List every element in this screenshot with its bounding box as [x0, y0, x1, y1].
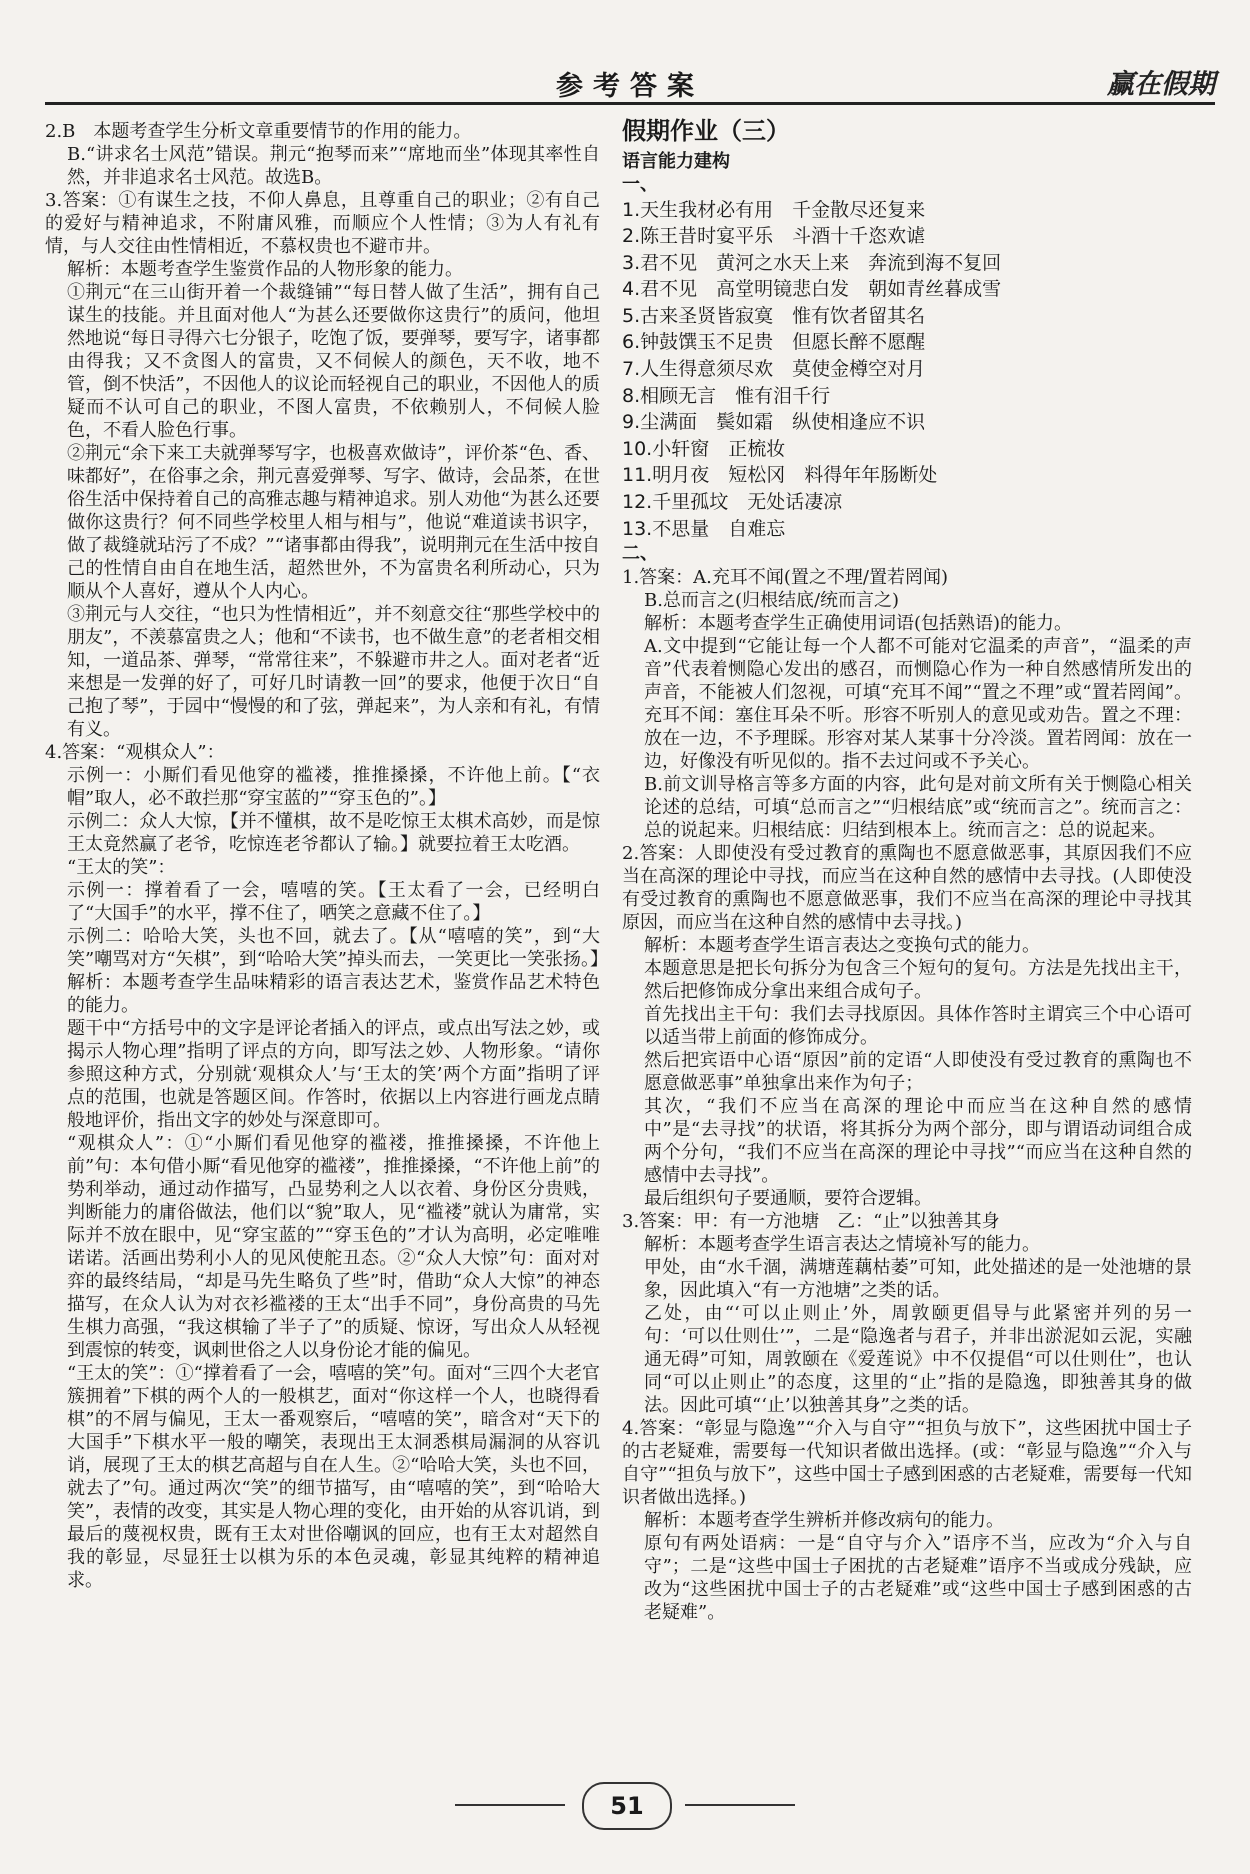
answer-1: 1.答案：A.充耳不闻(置之不理/置若罔闻) [622, 566, 949, 588]
analysis-4-detail: 原句有两处语病：一是“自守与介入”语序不当，应改为“介入与自守”；二是“这些中国士子困扰的古老疑难”语序不当或成分残缺，应改为“这些困扰中国士子的古老疑难”或“这些中国士子感到困惑的古老疑难”。 [644, 1532, 1192, 1623]
answer-4-wangtai-label: “王太的笑”： [67, 857, 176, 878]
answer-4-wangtai-example-1: 示例一：撑着看了一会，嘻嘻的笑。【王太看了一会，已经明白了“大国手”的水平，撑不住了，哂笑之意藏不住了。】 [67, 880, 600, 924]
analysis-1-a: A.文中提到“它能让每一个人都不可能对它温柔的声音”，“温柔的声音”代表着恻隐心发出的感召，而恻隐心作为一种自然感情所发出的声音，不能被人们忽视，可填“充耳不闻”“置之不理”或“置若罔闻”。充耳不闻：塞住耳朵不听。形容不听别人的意见或劝告。置之不理：放在一边，不予理睬。形容对某人某事十分冷淡。置若罔闻：放在一边，好像没有听见似的。指不去过问或不予关心。 [644, 635, 1192, 772]
analysis-4-right: 解析：本题考查学生辨析并修改病句的能力。 [644, 1509, 1004, 1531]
analysis-2-step-1: 本题意思是把长句拆分为包含三个短句的复句。方法是先找出主干，然后把修饰成分拿出来组合成句子。 [644, 957, 1192, 1002]
answer-2-detail: B.“讲求名士风范”错误。荆元“抱琴而来”“席地而坐”体现其率性自然，并非追求名士风范。故选B。 [67, 144, 600, 188]
answer-4-example-1: 示例一：小厮们看见他穿的褴褛，推推搡搡，不许他上前。【“衣帽”取人，必不敢拦那“穿宝蓝的”“穿玉色的”。】 [67, 765, 600, 809]
analysis-4-para-3: “王太的笑”：①“撑着看了一会，嘻嘻的笑”句。面对“三四个大老官簇拥着”下棋的两个人的一般棋艺，面对“你这样一个人，也晓得看棋”的不屑与偏见，王太一番观察后，“嘻嘻的笑”，暗含对“天下的大国手”下棋水平一般的嘲笑，表现出王太洞悉棋局漏洞的从容讥诮，展现了王太的棋艺高超与自在人生。②“哈哈大笑，头也不回，就去了”句。通过两次“笑”的细节描写，由“嘻嘻的笑”，到“哈哈大笑”，表情的改变，其实是人物心理的变化，由开始的从容讥诮，到最后的蔑视权贵，既有王太对世俗嘲讽的回应，也有王太对超然自我的彰显，尽显狂士以棋为乐的本色灵魂，彰显其纯粹的精神追求。 [67, 1363, 600, 1591]
analysis-3-jia: 甲处，由“水千涸，满塘莲藕枯萎”可知，此处描述的是一处池塘的景象，因此填入“有一方池塘”之类的话。 [644, 1256, 1192, 1301]
analysis-3-point-2: ②荆元“余下来工夫就弹琴写字，也极喜欢做诗”，评价茶“色、香、味都好”，在俗事之余，荆元喜爱弹琴、写字、做诗，会品茶，在世俗生活中保持着自己的高雅志趣与精神追求。别人劝他“为甚么还要做你这贵行？何不同些学校里人相与相与”，他说“难道读书识字，做了裁缝就玷污了不成？”“诸事都由得我”，说明荆元在生活中按自己的性情自由自在地生活，超然世外，不为富贵名利所动心，只为顺从个人喜好，遵从个人内心。 [67, 443, 600, 602]
poem-line: 11.明月夜 短松冈 料得年年肠断处 [622, 464, 938, 487]
right-column [622, 117, 1192, 1624]
poem-line: 12.千里孤坟 无处话凄凉 [622, 491, 843, 514]
answer-3: 3.答案：①有谋生之技，不仰人鼻息，且尊重自己的职业；②有自己的爱好与精神追求，不附庸风雅，而顺应个人性情；③为人有礼有情，与人交往由性情相近，不慕权贵也不避市井。 [45, 190, 600, 257]
poem-line: 5.古来圣贤皆寂寞 惟有饮者留其名 [622, 304, 926, 327]
answer-1-b: B.总而言之(归根结底/统而言之) [644, 589, 900, 611]
analysis-4: 解析：本题考查学生品味精彩的语言表达艺术，鉴赏作品艺术特色的能力。 [67, 972, 600, 1016]
poem-line: 6.钟鼓馔玉不足贵 但愿长醉不愿醒 [622, 331, 926, 354]
page-number: 51 [582, 1782, 672, 1830]
answer-4-example-2: 示例二：众人大惊，【并不懂棋，故不是吃惊王太棋术高妙，而是惊王太竟然赢了老爷，吃惊连老爷都认了输。】就要拉着王太吃酒。 [67, 811, 600, 855]
analysis-2-step-3: 然后把宾语中心语“原因”前的定语“人即使没有受过教育的熏陶也不愿意做恶事”单独拿出来作为句子； [644, 1049, 1192, 1094]
answer-4: 4.答案：“观棋众人”： [45, 742, 225, 763]
answer-4-right: 4.答案：“彰显与隐逸”“介入与自守”“担负与放下”，这些困扰中国士子的古老疑难，需要每一代知识者做出选择。(或：“彰显与隐逸”“介入与自守”“担负与放下”，这些中国士子感到困惑的古老疑难，需要每一代知识者做出选择。) [622, 1417, 1192, 1508]
analysis-4-para-2: “观棋众人”：①“小厮们看见他穿的褴褛，推推搡搡，不许他上前”句：本句借小厮“看见他穿的褴褛”，推推搡搡，“不许他上前”的势利举动，通过动作描写，凸显势利之人以衣着、身份区分贵贱，判断能力的庸俗做法，他们以“貌”取人，见“褴褛”就认为庸常，实际并不放在眼中，见“穿宝蓝的”“穿玉色的”才认为高明，必定唯唯诺诺。活画出势利小人的见风使舵丑态。②“众人大惊”句：面对对弈的最终结局，“却是马先生略负了些”时，借助“众人大惊”的神态描写，在众人认为对衣衫褴褛的王太“出手不同”，身份高贵的马先生棋力高强，“我这棋输了半子了”的质疑、惊讶，写出众人从轻视到震惊的转变，讽刺世俗之人以身份论才能的偏见。 [67, 1133, 600, 1361]
analysis-2-step-5: 最后组织句子要通顺，要符合逻辑。 [644, 1187, 932, 1209]
poem-line: 13.不思量 自难忘 [622, 517, 786, 540]
poem-line: 8.相顾无言 惟有泪千行 [622, 384, 831, 407]
analysis-4-para-1: 题干中“方括号中的文字是评论者插入的评点，或点出写法之妙，或揭示人物心理”指明了评点的方向，即写法之妙、人物形象。“请你参照这种方式，分别就‘观棋众人’与‘王太的笑’两个方面”指明了评点的范围，也就是答题区间。作答时，依据以上内容进行画龙点睛般地评价，指出文字的妙处与深意即可。 [67, 1018, 600, 1131]
analysis-3: 解析：本题考查学生鉴赏作品的人物形象的能力。 [67, 259, 463, 280]
left-column [45, 120, 609, 1592]
answer-3-right: 3.答案：甲：有一方池塘 乙：“止”以独善其身 [622, 1210, 1000, 1232]
analysis-1-b: B.前文训导格言等多方面的内容，此句是对前文所有关于恻隐心相关论述的总结，可填“总而言之”“归根结底”或“统而言之”。统而言之：总的说起来。归根结底：归结到根本上。统而言之：总的说起来。 [644, 773, 1192, 841]
poem-line: 2.陈王昔时宴平乐 斗酒十千恣欢谑 [622, 225, 926, 248]
answer-2-right: 2.答案：人即使没有受过教育的熏陶也不愿意做恶事，其原因我们不应当在高深的理论中寻找，而应当在这种自然的感情中去寻找。(人即使没有受过教育的熏陶也不愿意做恶事，我们不应当在高深的理论中寻找其原因，而应当在这种自然的感情中去寻找。) [622, 842, 1192, 933]
analysis-3-point-1: ①荆元“在三山街开着一个裁缝铺”“每日替人做了生活”，拥有自己谋生的技能。并且面对他人“为甚么还要做你这贵行”的质问，他坦然地说“每日寻得六七分银子，吃饱了饭，要弹琴，要写字，诸事都由得我；又不贪图人的富贵，又不伺候人的颜色，天不收，地不管，倒不快活”，不因他人的议论而轻视自己的职业，不因他人的质疑而不认可自己的职业，不图人富贵，不依赖别人，不伺候人脸色，不看人脸色行事。 [67, 282, 600, 441]
footer-rule-right [685, 1804, 795, 1806]
analysis-3-yi: 乙处，由“‘可以止则止’外，周敦颐更倡导与此紧密并列的另一句：‘可以仕则仕’”，二是“隐逸者与君子，并非出淤泥如云泥，实融通无碍”可知，周敦颐在《爱莲说》中不仅提倡“可以仕则仕”，也认同“可以止则止”的态度，这里的“止”指的是隐逸，即独善其身的做法。因此可填“‘止’以独善其身”之类的话。 [644, 1302, 1192, 1416]
poem-line: 3.君不见 黄河之水天上来 奔流到海不复回 [622, 251, 1002, 274]
part-1-label: 一、 [622, 174, 658, 195]
analysis-1: 解析：本题考查学生正确使用词语(包括熟语)的能力。 [644, 612, 1073, 634]
poem-line: 10.小轩窗 正梳妆 [622, 437, 786, 460]
analysis-3-right: 解析：本题考查学生语言表达之情境补写的能力。 [644, 1233, 1040, 1255]
poem-line: 7.人生得意须尽欢 莫使金樽空对月 [622, 358, 926, 381]
header-title: 参考答案 [556, 71, 704, 102]
analysis-2-step-4: 其次，“我们不应当在高深的理论中而应当在这种自然的感情中”是“去寻找”的状语，将其拆分为两个部分，即与谓语动词组合成两个分句，“我们不应当在高深的理论中寻找”“而应当在这种自然的感情中去寻找”。 [644, 1095, 1192, 1186]
section-title: 假期作业（三） [622, 117, 790, 145]
section-subtitle: 语言能力建构 [622, 150, 730, 172]
poem-line: 4.君不见 高堂明镜悲白发 朝如青丝暮成雪 [622, 278, 1002, 301]
poem-line: 1.天生我材必有用 千金散尽还复来 [622, 198, 926, 221]
answer-4-wangtai-example-2: 示例二：哈哈大笑，头也不回，就去了。【从“嘻嘻的笑”，到“大笑”嘲骂对方“矢棋”，到“哈哈大笑”掉头而去，一笑更比一笑张扬。】 [67, 926, 609, 970]
analysis-2-right: 解析：本题考查学生语言表达之变换句式的能力。 [644, 934, 1040, 956]
poem-line: 9.尘满面 鬓如霜 纵使相逢应不识 [622, 411, 926, 434]
page-footer [0, 1778, 1250, 1828]
header-rule [45, 102, 1215, 105]
brand-logo: 赢在假期 [1107, 69, 1215, 100]
poem-answers [622, 197, 1192, 543]
part-2-label: 二、 [622, 543, 658, 565]
answer-2: 2.B 本题考查学生分析文章重要情节的作用的能力。 [45, 121, 472, 142]
page-header [45, 62, 1215, 102]
footer-rule-left [455, 1804, 565, 1806]
analysis-2-step-2: 首先找出主干句：我们去寻找原因。具体作答时主谓宾三个中心语可以适当带上前面的修饰成分。 [644, 1003, 1192, 1048]
analysis-3-point-3: ③荆元与人交往，“也只为性情相近”，并不刻意交往“那些学校中的朋友”，不羡慕富贵之人；他和“不读书，也不做生意”的老者相交相知，一道品茶、弹琴，“常常往来”，不躲避市井之人。面对老者“近来想是一发弹的好了，可好几时请教一回”的要求，他便于次日“自己抱了琴”，于园中“慢慢的和了弦，弹起来”，为人亲和有礼，有情有义。 [67, 604, 600, 740]
